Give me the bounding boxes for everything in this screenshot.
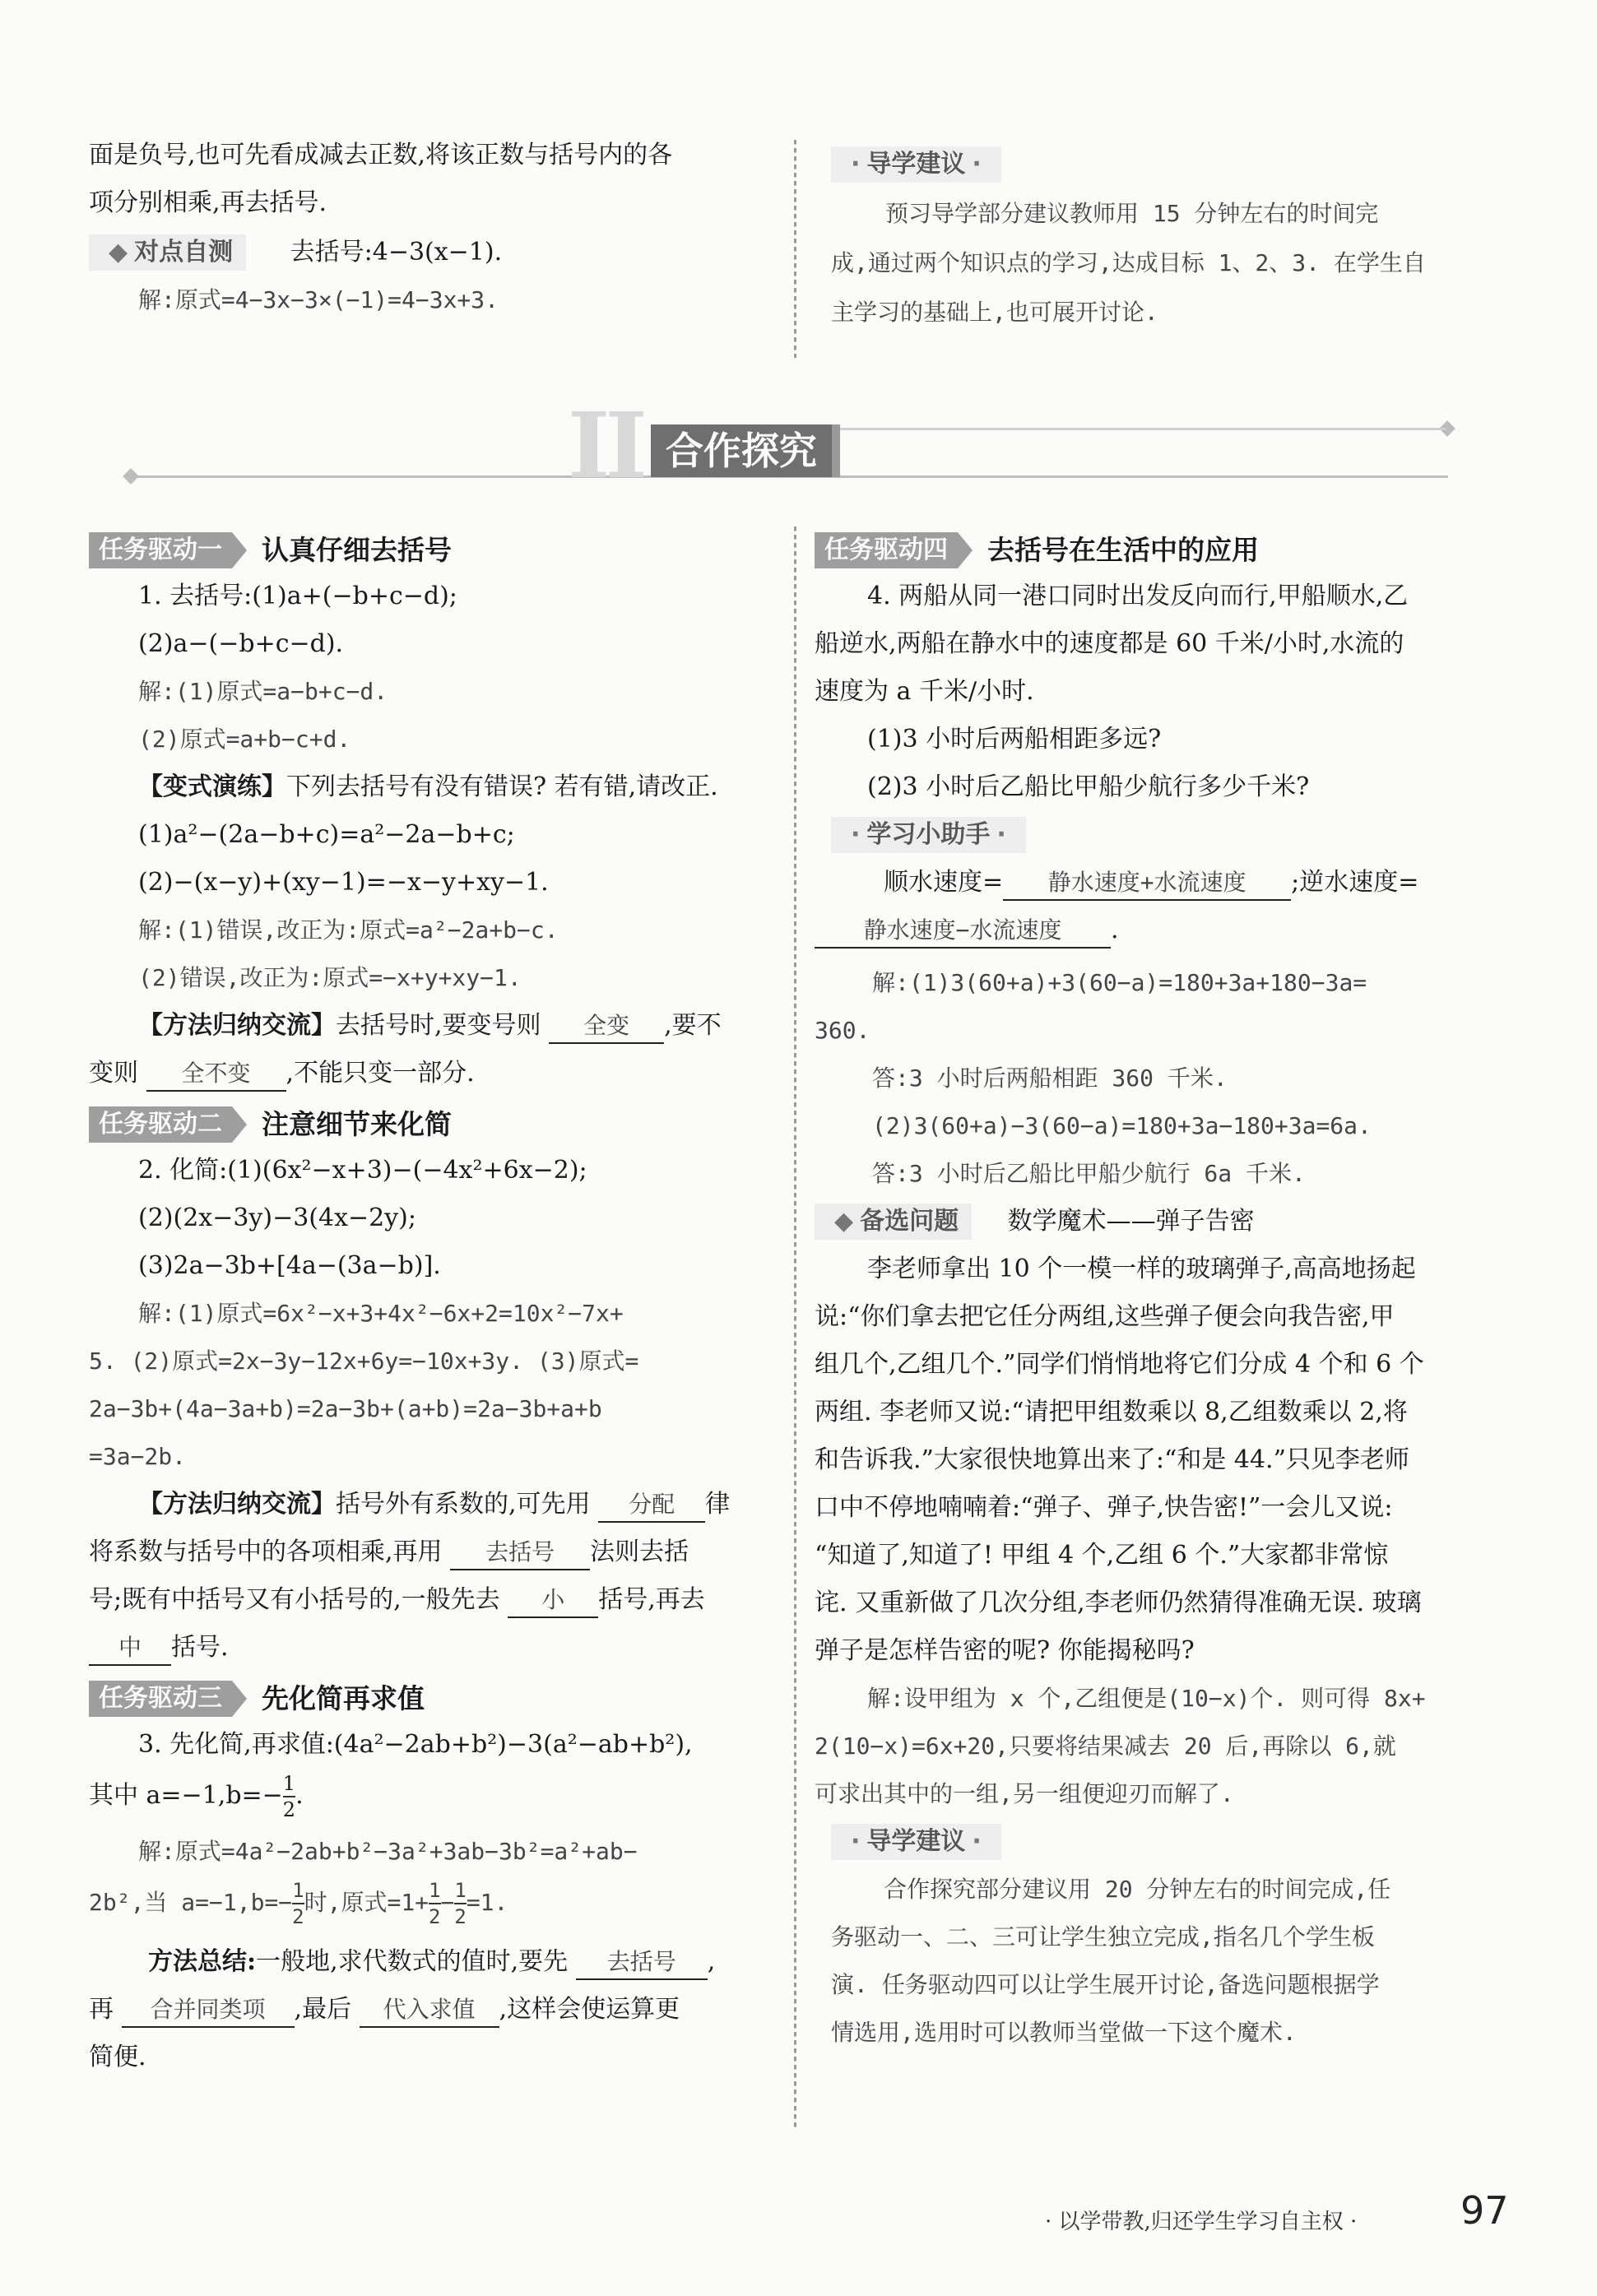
story-line: 诧. 又重新做了几次分组,李老师仍然猜得准确无误. 玻璃 (815, 1589, 1422, 1617)
question-line: 速度为 a 千米/小时. (815, 677, 1034, 706)
task-tag: 任务驱动一 (89, 532, 232, 568)
task-title: 先化简再求值 (262, 1682, 425, 1714)
fill-blank: 全变 (549, 1009, 664, 1044)
fill-blank: 去括号 (576, 1946, 708, 1980)
task-header-1 (89, 528, 780, 573)
question-line: 1. 去括号:(1)a+(−b+c−d); (138, 582, 457, 610)
guide-line: 成,通过两个知识点的学习,达成目标 1、2、3. 在学生自 (831, 249, 1426, 276)
story-line: 弹子是怎样告密的呢? 你能揭秘吗? (815, 1636, 1195, 1665)
fill-blank: 全不变 (146, 1057, 286, 1092)
variant-answer: 解:(1)错误,改正为:原式=a²−2a+b−c. (138, 916, 559, 944)
question-line: 船逆水,两船在静水中的速度都是 60 千米/小时,水流的 (815, 629, 1404, 658)
section-title: 合作探究 (651, 424, 840, 477)
variant-item: (2)−(x−y)+(xy−1)=−x−y+xy−1. (138, 868, 549, 897)
fraction: $\frac{1}{2}$ (282, 1772, 296, 1821)
footer-motto: · 以学带教,归还学生学习自主权 · (1045, 2210, 1358, 2234)
answer-line: 5. (2)原式=2x−3y−12x+6y=−10x+3y. (3)原式= (89, 1347, 639, 1375)
section-rule-end-left (123, 468, 139, 485)
answer-line: 解:(1)原式=a−b+c−d. (138, 678, 388, 705)
variant-text: 下列去括号有没有错误? 若有错,请改正. (286, 772, 718, 801)
fill-blank: 中 (89, 1631, 171, 1666)
variant-label: 【变式演练】 (138, 772, 286, 801)
alt-title: 数学魔术——弹子告密 (1007, 1207, 1255, 1236)
section-number: II (568, 392, 643, 499)
story-line: 两组. 李老师又说:“请把甲组数乘以 8,乙组数乘以 2,将 (815, 1398, 1408, 1426)
paragraph-line: 面是负号,也可先看成减去正数,将该正数与括号内的各 (89, 141, 673, 169)
question-line: (2)a−(−b+c−d). (138, 629, 344, 658)
guide-line: 情选用,选用时可以教师当堂做一下这个魔术. (831, 2019, 1297, 2046)
question-line: 3. 先化简,再求值:(4a²−2ab+b²)−3(a²−ab+b²), (138, 1730, 693, 1759)
task-title: 去括号在生活中的应用 (987, 534, 1259, 566)
fill-blank: 分配 (598, 1488, 705, 1523)
guide-label: · 导学建议 · (831, 1824, 1001, 1860)
story-line: “知道了,知道了! 甲组 4 个,乙组 6 个.”大家都非常惊 (815, 1541, 1389, 1570)
task-header-2 (89, 1102, 780, 1147)
answer-line: 解:设甲组为 x 个,乙组便是(10−x)个. 则可得 8x+ (867, 1685, 1426, 1712)
story-line: 说:“你们拿去把它任分两组,这些弹子便会向我告密,甲 (815, 1302, 1395, 1331)
question-line: (2)3 小时后乙船比甲船少航行多少千米? (867, 772, 1310, 801)
answer-line: 解:原式=4a²−2ab+b²−3a²+3ab−3b²=a²+ab− (138, 1838, 638, 1865)
answer-line: 答:3 小时后乙船比甲船少航行 6a 千米. (872, 1160, 1306, 1187)
question-line: 2. 化简:(1)(6x²−x+3)−(−4x²+6x−2); (138, 1156, 587, 1185)
guide-label: · 导学建议 · (831, 146, 1001, 183)
fill-blank: 小 (508, 1584, 598, 1618)
answer-line: 解:(1)3(60+a)+3(60−a)=180+3a+180−3a= (872, 969, 1367, 996)
fraction: $\frac{1}{2}$ (429, 1879, 441, 1928)
guide-line: 主学习的基础上,也可展开讨论. (831, 299, 1158, 326)
answer-line: 答:3 小时后两船相距 360 千米. (872, 1065, 1228, 1092)
fraction: $\frac{1}{2}$ (454, 1879, 467, 1928)
question-line: (3)2a−3b+[4a−(3a−b)]. (138, 1251, 441, 1280)
column-divider (794, 526, 796, 2131)
task-tag: 任务驱动二 (89, 1106, 232, 1143)
diamond-icon: ◆ (109, 238, 128, 267)
fill-blank: 去括号 (450, 1536, 590, 1570)
task-tag: 任务驱动三 (89, 1681, 232, 1717)
task-tag: 任务驱动四 (815, 532, 958, 568)
paragraph-line: 项分别相乘,再去括号. (89, 188, 327, 217)
guide-line: 演. 任务驱动四可以让学生展开讨论,备选问题根据学 (831, 1971, 1380, 1998)
column-divider (794, 140, 796, 358)
answer-line: 解:(1)原式=6x²−x+3+4x²−6x+2=10x²−7x+ (138, 1300, 624, 1327)
task-title: 注意细节来化简 (262, 1108, 452, 1140)
helper-label: · 学习小助手 · (831, 817, 1026, 853)
summary-label: 方法总结: (148, 1947, 257, 1976)
self-test-question: 去括号:4−3(x−1). (290, 238, 503, 267)
answer-line: (2)原式=a+b−c+d. (138, 726, 351, 753)
fill-blank: 静水速度+水流速度 (1003, 866, 1291, 901)
variant-answer: (2)错误,改正为:原式=−x+y+xy−1. (138, 964, 522, 991)
answer-line: 360. (815, 1017, 870, 1044)
guide-line: 务驱动一、二、三可让学生独立完成,指名几个学生板 (831, 1923, 1375, 1950)
answer-line: 2(10−x)=6x+20,只要将结果减去 20 后,再除以 6,就 (815, 1732, 1396, 1760)
top-guide-block (831, 140, 1506, 337)
method-label: 【方法归纳交流】 (138, 1011, 336, 1040)
fill-blank: 合并同类项 (122, 1993, 295, 2028)
story-line: 李老师拿出 10 个一模一样的玻璃弹子,高高地扬起 (867, 1255, 1416, 1283)
fraction: $\frac{1}{2}$ (292, 1879, 304, 1928)
left-column: 任务驱动一 认真仔细去括号 1. 去括号:(1)a+(−b+c−d); (2)a−(−b+c−d). 解:(1)原式=a−b+c−d. (2)原式=a+b−c+d. 【变式演练】下列去括号有没有错误? 若有错,请改正. (1)a²−(2a−b+c)=a²−2a−b+c; (2)−(x−y)+(xy−1)=−x−y+xy−1. 解:(1)错误,改正为:原式=a²−2a+b−c. (2)错误,改正为:原式=−x+y+xy−1. 【方法归纳交流】去括号时,要变号则 全变 ,要不 变则 全不变 ,不能只变一部分. 任务驱动二 注意细节来化简 2. 化简:(1)(6x²−x+3)−(−4x²+6x−2); (2)(2x−3y)−3(4x−2y); (3)2a−3b+[4a−(3a−b)]. 解:(1)原式=6x²−x+3+4x²−6x+2=10x²−7x+ 5. (2)原式=2x−3y−12x+6y=−10x+3y. (3)原式= 2a−3b+(4a−3a+b)=2a−3b+(a+b)=2a−3b+a+b =3a−2b. 【方法归纳交流】括号外有系数的,可先用 分配 律 将系数与括号中的各项相乘,再用 去括号 法则去括 号;既有中括号又有小括号的,一般先去 小 括号,再去 中 括号. 任务驱动三 先化简再求值 3. 先化简,再求值:(4a²−2ab+b²)−3(a²−ab+b²), 其中 a=−1,b=− $\frac{1}{2}$ . 解:原式=4a²−2ab+b²−3a²+3ab−3b²=a²+ab− 2b²,当 a=−1,b=− $\frac{1}{2}$ 时,原式=1+ $\frac{1}{2}$ − $\frac{1}{2}$ =1. 方法总结:一般地,求代数式的值时,要先 去括号 , 再 合并同类项 ,最后 代入求值 ,这样会使运算更 简便. (89, 523, 780, 2081)
method-label: 【方法归纳交流】 (138, 1490, 336, 1519)
top-left-block (89, 132, 780, 324)
answer-line: (2)3(60+a)−3(60−a)=180+3a−180+3a=6a. (872, 1112, 1372, 1139)
question-line: 4. 两船从同一港口同时出发反向而行,甲船顺水,乙 (867, 582, 1409, 610)
right-column: 任务驱动四 去括号在生活中的应用 4. 两船从同一港口同时出发反向而行,甲船顺水,乙 船逆水,两船在静水中的速度都是 60 千米/小时,水流的 速度为 a 千米/小时. (1)3 小时后两船相距多远? (2)3 小时后乙船比甲船少航行多少千米? · 学习小助手 · 顺水速度= 静水速度+水流速度 ;逆水速度= 静水速度−水流速度 . 解:(1)3(60+a)+3(60−a)=180+3a+180−3a= 360. 答:3 小时后两船相距 360 千米. (2)3(60+a)−3(60−a)=180+3a−180+3a=6a. 答:3 小时后乙船比甲船少航行 6a 千米. ◆ 备选问题 数学魔术——弹子告密 李老师拿出 10 个一模一样的玻璃弹子,高高地扬起 说:“你们拿去把它任分两组,这些弹子便会向我告密,甲 组几个,乙组几个.”同学们悄悄地将它们分成 4 个和 6 个 两组. 李老师又说:“请把甲组数乘以 8,乙组数乘以 2,将 和告诉我.”大家很快地算出来了:“和是 44.”只见李老师 口中不停地喃喃着:“弹子、弹子,快告密!”一会儿又说: “知道了,知道了! 甲组 4 个,乙组 6 个.”大家都非常惊 诧. 又重新做了几次分组,李老师仍然猜得准确无误. 玻璃 弹子是怎样告密的呢? 你能揭秘吗? 解:设甲组为 x 个,乙组便是(10−x)个. 则可得 8x+ 2(10−x)=6x+20,只要将结果减去 20 后,再除以 6,就 可求出其中的一组,另一组便迎刃而解了. · 导学建议 · 合作探究部分建议用 20 分钟左右的时间完成,任 务驱动一、二、三可让学生独立完成,指名几个学生板 演. 任务驱动四可以让学生展开讨论,备选问题根据学 情选用,选用时可以教师当堂做一下这个魔术. (815, 523, 1506, 2057)
self-test-label: ◆ 对点自测 (89, 234, 246, 271)
answer-line: 2a−3b+(4a−3a+b)=2a−3b+(a+b)=2a−3b+a+b (89, 1395, 602, 1422)
page-number: 97 (1460, 2188, 1509, 2233)
story-line: 和告诉我.”大家很快地算出来了:“和是 44.”只见李老师 (815, 1445, 1409, 1474)
answer-line: =3a−2b. (89, 1443, 187, 1470)
variant-item: (1)a²−(2a−b+c)=a²−2a−b+c; (138, 820, 515, 849)
story-line: 组几个,乙组几个.”同学们悄悄地将它们分成 4 个和 6 个 (815, 1350, 1424, 1379)
alt-label: ◆ 备选问题 (815, 1204, 972, 1240)
section-header (568, 392, 840, 499)
guide-line: 预习导学部分建议教师用 15 分钟左右的时间完 (885, 200, 1379, 227)
summary-end: 简便. (89, 2043, 146, 2071)
question-line: (2)(2x−3y)−3(4x−2y); (138, 1204, 416, 1232)
diamond-icon: ◆ (834, 1207, 854, 1236)
question-line: (1)3 小时后两船相距多远? (867, 725, 1162, 754)
task-header-3 (89, 1677, 780, 1721)
fill-blank: 代入求值 (360, 1993, 499, 2028)
story-line: 口中不停地喃喃着:“弹子、弹子,快告密!”一会儿又说: (815, 1493, 1393, 1522)
guide-line: 合作探究部分建议用 20 分钟左右的时间完成,任 (884, 1876, 1391, 1903)
self-test-answer: 解:原式=4−3x−3×(−1)=4−3x+3. (138, 286, 499, 313)
task-title: 认真仔细去括号 (262, 534, 452, 566)
answer-line: 可求出其中的一组,另一组便迎刃而解了. (815, 1780, 1234, 1807)
task-header-4 (815, 528, 1506, 573)
fill-blank: 静水速度−水流速度 (815, 914, 1111, 949)
